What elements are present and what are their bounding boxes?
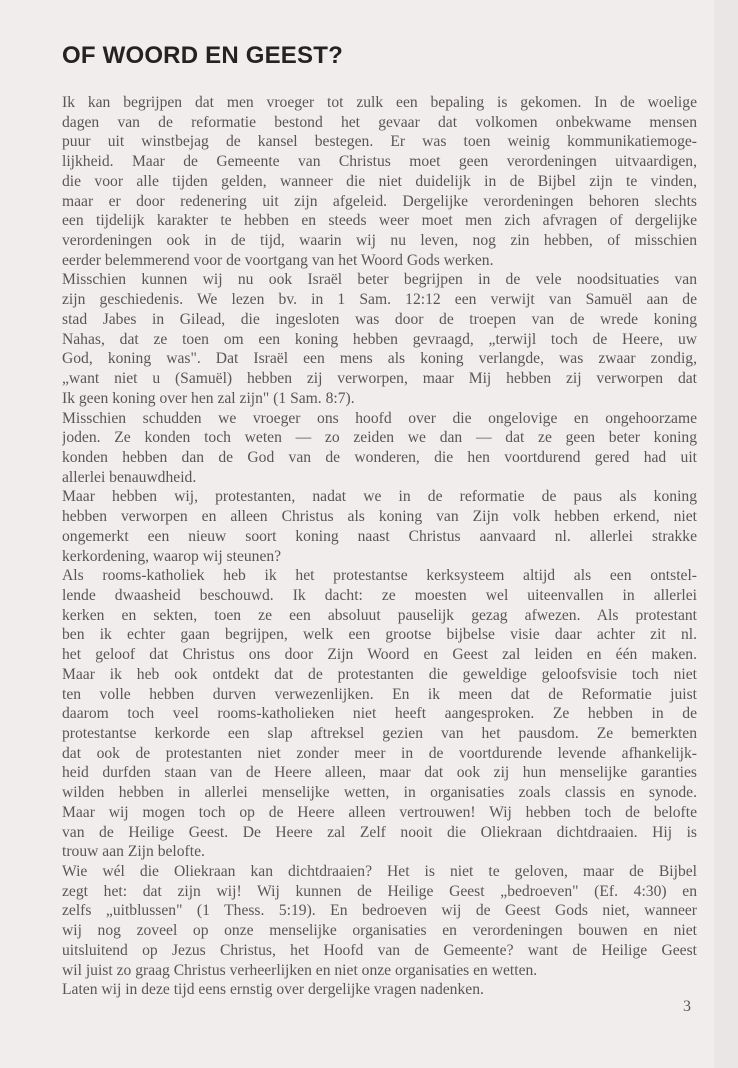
text-line: een tijdelijk karakter te hebben en steeds weer moet men zich afvragen of dergelijke <box>62 212 697 230</box>
paragraph <box>62 270 697 408</box>
text-line: uitsluitend op Jezus Christus, het Hoofd van de Gemeente? want de Heilige Geest <box>62 941 697 959</box>
text-line: zelfs „uitblussen" (1 Thess. 5:19). En bedroeven wij de Geest Gods niet, wanneer <box>62 902 697 920</box>
text-line: dagen van de reformatie bestond het gevaar dat volkomen onbekwame mensen <box>62 113 697 131</box>
text-line: konden hebben dan de God van de wonderen, die hen voortdurend gered had uit <box>62 448 697 466</box>
text-line: Wie wél die Oliekraan kan dichtdraaien? Het is niet te geloven, maar de Bijbel <box>62 863 697 881</box>
page-title: OF WOORD EN GEEST? <box>62 42 343 69</box>
text-line: maar er door redenering uit zijn afgeleid. Dergelijke verordeningen behoren slechts <box>62 192 697 210</box>
text-line: zijn geschiedenis. We lezen bv. in 1 Sam. 12:12 een verwijt van Samuël aan de <box>62 291 697 309</box>
text-line: stad Jabes in Gilead, die ingesloten was door de troepen van de wrede koning <box>62 310 697 328</box>
page-edge <box>714 0 738 1068</box>
text-line: hebben verworpen en alleen Christus als koning van Zijn volk hebben erkend, niet <box>62 508 697 526</box>
text-line: daarom toch veel rooms-katholieken niet heeft aangesproken. Ze hebben in de <box>62 705 697 723</box>
text-line: wij nog zoveel op onze menselijke organisaties en verordeningen bouwen en niet <box>62 922 697 940</box>
text-line: Laten wij in deze tijd eens ernstig over dergelijke vragen nadenken. <box>62 981 484 999</box>
paragraph <box>62 980 697 1000</box>
text-line: Nahas, dat ze toen om een koning hebben gevraagd, „terwijl toch de Heere, uw <box>62 330 697 348</box>
text-line: kerken en sekten, toen ze een absoluut pauselijk gezag afwezen. Als protestant <box>62 606 697 624</box>
text-line: wil juist zo graag Christus verheerlijken en niet onze organisaties en wetten. <box>62 961 538 979</box>
text-line: trouw aan Zijn belofte. <box>62 843 205 861</box>
text-line: joden. Ze konden toch weten — zo zeiden we dan — dat ze geen beter koning <box>62 429 697 447</box>
text-line: dat ook de protestanten niet zonder meer in de voortdurende levende afhankelijk- <box>62 744 697 762</box>
text-line: zegt het: dat zijn wij! Wij kunnen de Heilige Geest „bedroeven" (Ef. 4:30) en <box>62 882 697 900</box>
text-line: puur uit winstbejag de kansel bestegen. Er was toen weinig kommunikatiemoge- <box>62 133 697 151</box>
paragraph <box>62 409 697 488</box>
paragraph <box>62 487 697 566</box>
page-number: 3 <box>683 998 691 1015</box>
text-line: Als rooms-katholiek heb ik het protestantse kerksysteem altijd als een ontstel- <box>62 567 697 585</box>
text-line: allerlei benauwdheid. <box>62 468 197 486</box>
text-line: wilden hebben in allerlei menselijke wetten, in organisaties zoals classis en synode. <box>62 784 697 802</box>
text-line: Misschien schudden we vroeger ons hoofd over die ongelovige en ongehoorzame <box>62 409 697 427</box>
text-line: eerder belemmerend voor de voortgang van het Woord Gods werken. <box>62 251 494 269</box>
text-line: Maar wij mogen toch op de Heere alleen vertrouwen! Wij hebben toch de belofte <box>62 803 697 821</box>
text-line: Maar hebben wij, protestanten, nadat we in de reformatie de paus als koning <box>62 488 697 506</box>
paragraph <box>62 93 697 270</box>
article-body <box>62 93 697 1000</box>
paragraph <box>62 862 697 980</box>
text-line: verordeningen ook in de tijd, waarin wij nu leven, nog zin hebben, of misschien <box>62 232 697 250</box>
text-line: „want niet u (Samuël) hebben zij verworpen, maar Mij hebben zij verworpen dat <box>62 370 697 388</box>
text-line: Misschien kunnen wij nu ook Israël beter begrijpen in de vele noodsituaties van <box>62 271 697 289</box>
text-line: God, koning was". Dat Israël een mens als koning verlangde, was zwaar zondig, <box>62 350 697 368</box>
text-line: ten volle hebben durven verwezenlijken. En ik meen dat de Reformatie juist <box>62 685 697 703</box>
text-line: protestantse kerkorde een slap aftreksel gezien van het pausdom. Ze bemerkten <box>62 725 697 742</box>
text-line: ongemerkt een nieuw soort koning naast Christus aanvaard nl. allerlei strakke <box>62 527 697 545</box>
text-line: Ik geen koning over hen zal zijn" (1 Sam. 8:7). <box>62 389 355 407</box>
text-line: die voor alle tijden gelden, wanneer die niet duidelijk in de Bijbel zijn te vinden, <box>62 172 697 190</box>
text-line: heid durfden staan van de Heere alleen, maar dat ook zij hun menselijke garanties <box>62 764 697 782</box>
text-line: kerkordening, waarop wij steunen? <box>62 547 282 565</box>
text-line: het geloof dat Christus ons door Zijn Woord en Geest zal leiden en één maken. <box>62 646 697 664</box>
text-line: lijkheid. Maar de Gemeente van Christus moet geen verordeningen uitvaardigen, <box>62 153 697 171</box>
text-line: ben ik echter gaan begrijpen, welk een grootse bijbelse visie daar achter zit nl. <box>62 626 697 644</box>
paragraph <box>62 566 697 862</box>
text-line: Ik kan begrijpen dat men vroeger tot zulk een bepaling is gekomen. In de woelige <box>62 94 697 111</box>
text-line: van de Heilige Geest. De Heere zal Zelf nooit die Oliekraan dichtdraaien. Hij is <box>62 823 697 841</box>
text-line: Maar ik heb ook ontdekt dat de protestanten die geweldige geloofsvisie toch niet <box>62 665 697 683</box>
text-line: lende dwaasheid beschouwd. Ik dacht: ze moesten wel uiteenvallen in allerlei <box>62 586 697 604</box>
